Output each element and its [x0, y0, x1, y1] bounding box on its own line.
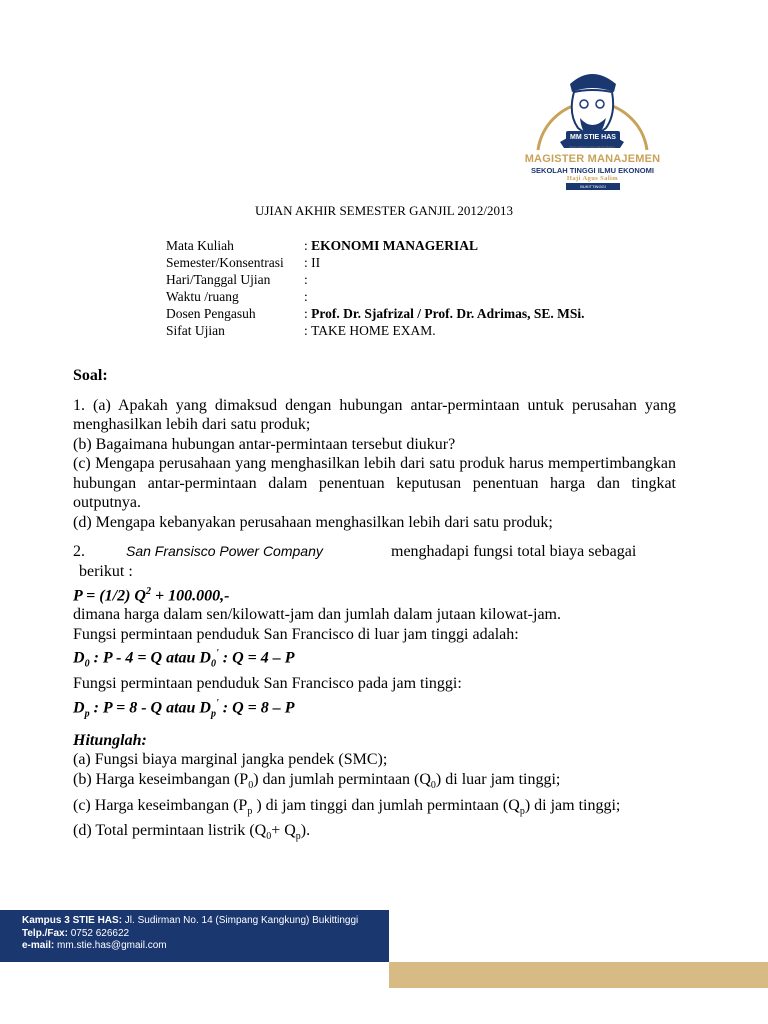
info-label: Semester/Konsentrasi — [166, 255, 284, 270]
logo-ribbon: BUKITTINGGI — [566, 183, 620, 190]
units-text: dimana harga dalam sen/kilowatt-jam dan jumlah dalam jutaan kilowat-jam. — [73, 606, 561, 624]
footer-contact — [0, 910, 389, 962]
institution-logo — [520, 62, 665, 189]
info-row-lecturer — [166, 305, 585, 322]
offpeak-demand-eq: $D_0$ : P - 4 = Q atau $D_0'$ : Q = 4 – P — [73, 648, 295, 670]
info-label: Waktu /ruang — [166, 289, 239, 304]
info-row-course — [166, 237, 585, 254]
info-row-semester — [166, 254, 585, 271]
info-row-time — [166, 288, 585, 305]
footer-phone: Telp./Fax: 0752 626622 — [22, 927, 130, 939]
company-name: San Fransisco Power Company — [126, 543, 323, 559]
logo-line2: SEKOLAH TINGGI ILMU EKONOMI — [531, 166, 654, 175]
info-separator: : — [304, 289, 308, 304]
task-c: (c) Harga keseimbangan ($P_p$ ) di jam tinggi dan jumlah permintaan $(Q_p)$ di jam tinggi; — [73, 796, 621, 817]
task-d: (d) Total permintaan listrik $(Q_0+ Q_p)$. — [73, 822, 311, 843]
exam-info-table — [166, 237, 585, 339]
logo-line1: MAGISTER MANAJEMEN — [524, 153, 661, 165]
info-label: Mata Kuliah — [166, 238, 234, 253]
info-value: Prof. Dr. Sjafrizal / Prof. Dr. Adrimas, SE. MSi. — [311, 306, 585, 321]
task-a: (a) Fungsi biaya marginal jangka pendek (SMC); — [73, 751, 388, 769]
question-1c: (c) Mengapa perusahaan yang menghasilkan lebih dari satu produk harus mempertimbangkan hubungan antar-permintaan dalam penentuan keputusan penentuan harga dan tingkat outputnya. — [73, 455, 676, 511]
task-b: (b) Harga keseimbangan $(P_0)$ dan jumlah permintaan $(Q_0)$ di luar jam tinggi; — [73, 770, 561, 792]
footer-gold-bar — [389, 962, 768, 988]
question-2-text-cont: berikut : — [79, 563, 133, 580]
hitung-heading: Hitunglah: — [73, 731, 147, 749]
info-separator: : — [304, 323, 308, 338]
logo-tagline: PERGURUAN INDONESIA BARU — [569, 145, 615, 149]
question-1a: 1. (a) Apakah yang dimaksud dengan hubungan antar-permintaan untuk perusahan yang menghasilkan lebih dari satu produk; — [73, 396, 676, 433]
footer-email: e-mail: mm.stie.has@gmail.com — [22, 940, 167, 951]
footer-address: Kampus 3 STIE HAS: Jl. Sudirman No. 14 (Simpang Kangkung) Bukittinggi — [22, 915, 359, 926]
info-label: Sifat Ujian — [166, 323, 225, 338]
offpeak-label: Fungsi permintaan penduduk San Francisco di luar jam tinggi adalah: — [73, 625, 519, 643]
question-2-intro — [73, 542, 676, 562]
info-value: TAKE HOME EXAM. — [311, 323, 436, 338]
info-label: Hari/Tanggal Ujian — [166, 272, 271, 287]
logo-badge-text: MM STIE HAS — [570, 134, 616, 141]
exam-title: UJIAN AKHIR SEMESTER GANJIL 2012/2013 — [254, 203, 514, 218]
question-2-text: menghadapi fungsi total biaya sebagai — [391, 543, 637, 560]
info-value: EKONOMI MANAGERIAL — [311, 238, 479, 253]
info-row-date — [166, 271, 585, 288]
info-separator: : — [304, 255, 308, 270]
exam-questions — [73, 366, 676, 847]
info-separator: : — [304, 306, 308, 321]
info-separator: : — [304, 238, 308, 253]
peak-demand-eq: $D_p$ : P = 8 - Q atau $D_p'$ : Q = 8 – P — [73, 697, 295, 720]
peak-label: Fungsi permintaan penduduk San Francisco pada jam tinggi: — [73, 675, 462, 693]
question-1b: (b) Bagaimana hubungan antar-permintaan tersebut diukur? — [73, 435, 456, 453]
info-row-type — [166, 322, 585, 339]
info-separator: : — [304, 272, 308, 287]
logo-line3: Haji Agus Salim — [566, 175, 619, 182]
soal-heading: Soal: — [73, 367, 108, 384]
info-label: Dosen Pengasuh — [166, 306, 256, 321]
question-1d: (d) Mengapa kebanyakan perusahaan menghasilkan lebih dari satu produk; — [73, 513, 553, 531]
question-number: 2. — [73, 543, 85, 560]
info-value: II — [311, 255, 321, 270]
cost-function: P = (1/2) $Q^2 + 100.000,-$ — [73, 585, 230, 604]
